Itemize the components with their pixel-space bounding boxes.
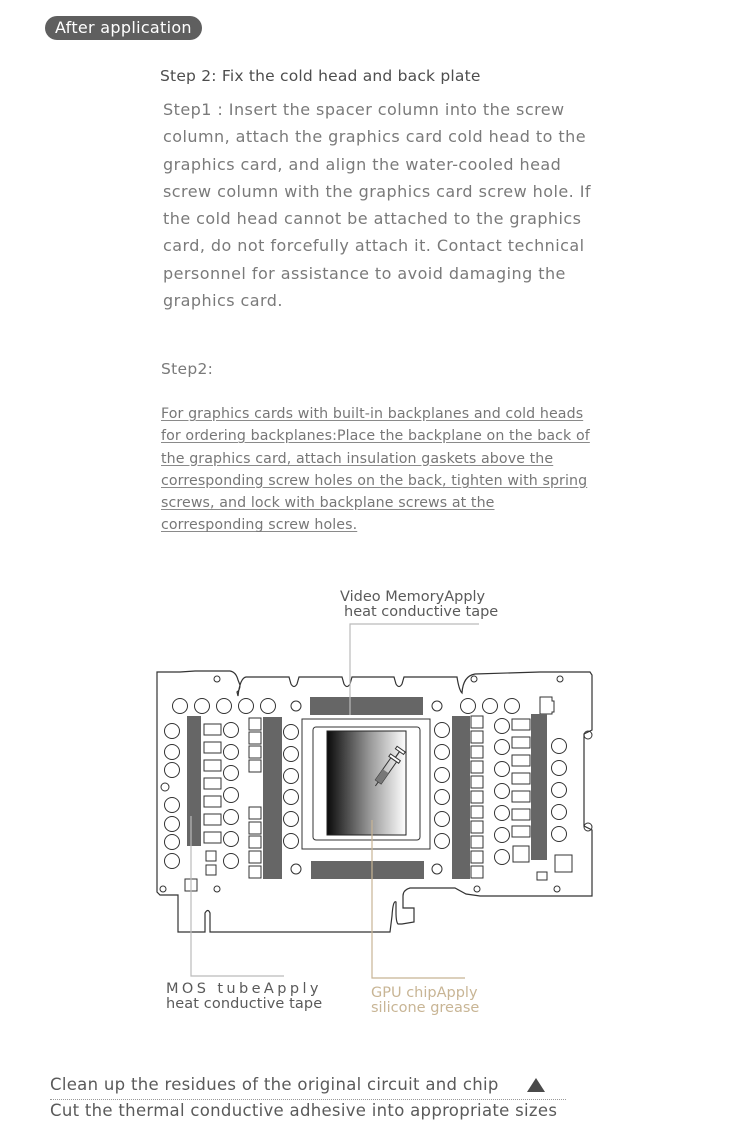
gpu-leader [372,820,465,978]
video-memory-label-line2: heat conductive tape [344,604,499,620]
memory-pad-top [310,697,423,715]
mos-pad-3 [452,716,470,879]
video-memory-label [340,590,498,620]
video-memory-label-line1: Video MemoryApply [340,589,486,605]
mos-tube-label [166,982,322,1012]
gpu-chip-label-line1: GPU chipApply [371,985,478,1001]
gpu-chip [327,731,406,835]
mos-pad-4 [531,714,547,860]
step2-label: Step2: [161,360,214,378]
cut-adhesive-instruction: Cut the thermal conductive adhesive into appropriate sizes [50,1101,558,1120]
triangle-up-icon [527,1078,545,1092]
dotted-divider [50,1099,566,1100]
mos-tube-label-line1: MOS tubeApply [166,981,322,997]
mos-pad-2 [263,717,282,879]
clean-up-instruction: Clean up the residues of the original circuit and chip [50,1075,499,1094]
mos-pad-1 [187,716,201,846]
step1-text: Step1 : Insert the spacer column into the screw column, attach the graphics card cold head to the graphics card, and align the water-cooled head screw column with the graphics card screw hole. If the cold head cannot be attached to the graphics card, do not forcefully attach it. Contact technical personnel for assistance to avoid damaging the graphics card. [163,100,591,311]
mos-tube-label-line2: heat conductive tape [166,996,323,1012]
section-heading: Step 2: Fix the cold head and back plate [160,67,481,85]
gpu-chip-label-line2: silicone grease [371,1000,480,1016]
step2-text: For graphics cards with built-in backplanes and cold heads for ordering backplanes:Place the backplane on the back of the graphics card, attach insulation gaskets above the corresponding screw holes on the back, tighten with spring screws, and lock with backplane screws at the corresponding screw holes. [161,406,590,534]
memory-pad-bottom [311,861,424,879]
after-application-badge: After application [45,16,202,40]
gpu-chip-label [371,986,479,1016]
